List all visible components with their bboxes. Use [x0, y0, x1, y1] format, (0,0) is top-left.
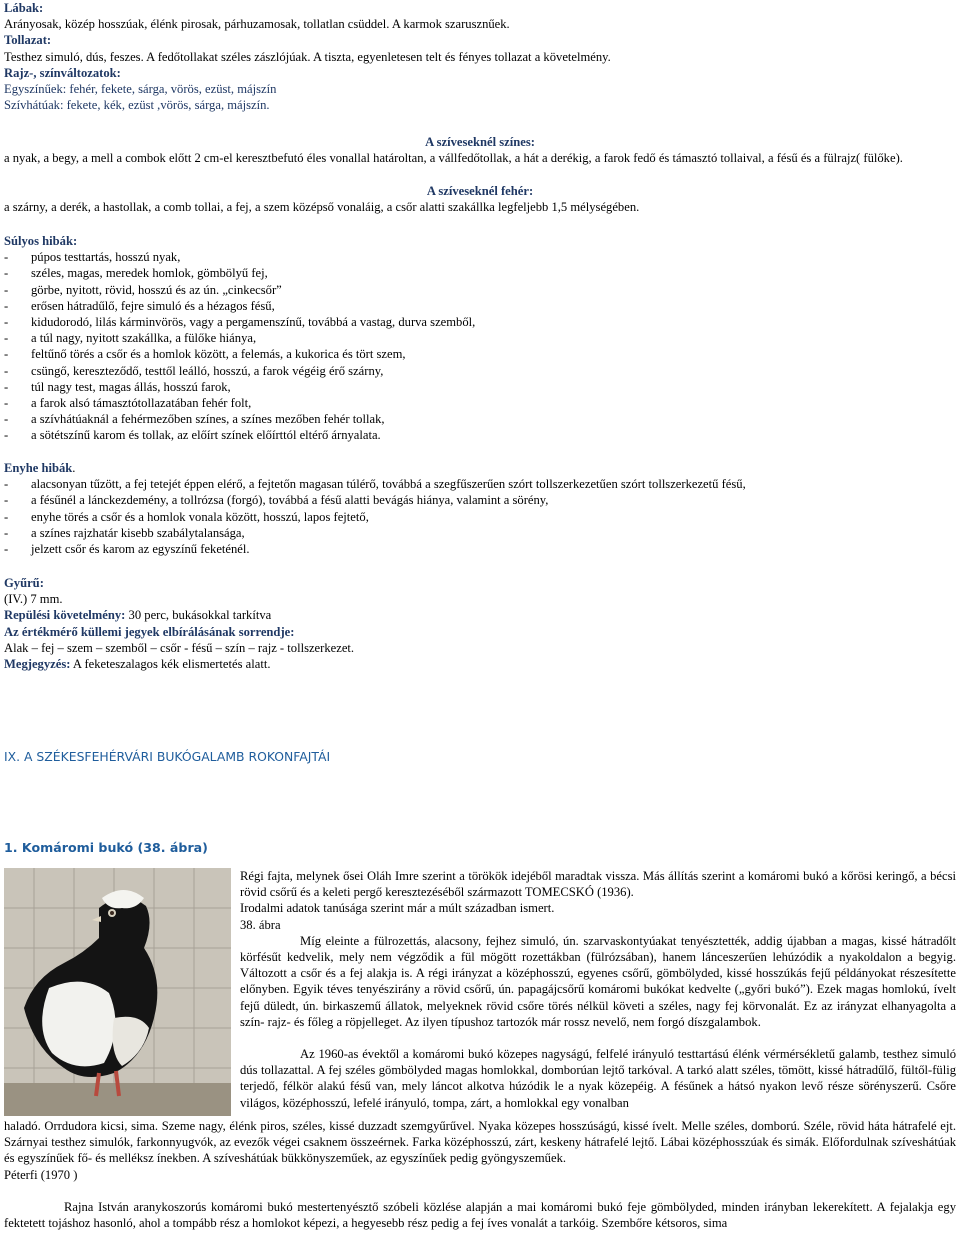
- list-dash: -: [4, 412, 9, 427]
- szines-section: [4, 134, 956, 166]
- list-dash: -: [4, 298, 9, 313]
- continuation-para: haladó. Orrdudora kicsi, sima. Szeme nagy, élénk piros, széles, kissé duzzadt szemgyűrűvel. Nyaka közepes hosszúságú, kissé ívelt. Melle széles, domború. Széle, rövid háta hátrafelé ejt. Szárnyai testhez simulók, farkonnyugvók, az evezők végei csaknem összeérnek. Farka középhosszú, zárt, keskeny hátrafelé lejtő. Lábai középhosszúak és simák. Előfordulnak szíveshátúak és egyszínűek fő- és melléksz ínekben. A szíveshátúak bükkönyszeműek, az egyszínűek pedig gyöngyszeműek.: [4, 1119, 956, 1166]
- enyhe-item: [4, 509, 956, 525]
- tollazat-text: Testhez simuló, dús, feszes. A fedőtollakat széles zászlójúak. A tiszta, egyenletesen telt és fényes tollazat a követelmény.: [4, 49, 611, 64]
- sorrend-text: Alak – fej – szem – szemből – csőr - fésű – szín – rajz - tollszerkezet.: [4, 640, 355, 655]
- sulyos-item: [4, 411, 956, 427]
- szines-text: a nyak, a begy, a mell a combok előtt 2 cm-el keresztbefutó éles vonallal határoltan, a vállfedőtollak, a hát a derékig, a farok fedő és támasztó tollaival, a fésű és a fülrajz( fülőke).: [4, 151, 903, 166]
- list-dash: -: [4, 250, 9, 265]
- rajz-heading: Rajz-, színváltozatok:: [4, 65, 121, 80]
- feher-text: a szárny, a derék, a hastollak, a comb tollai, a fej, a szem középső vonaláig, a csőr alatti szakállka legfeljebb 1,5 mélységében.: [4, 200, 640, 215]
- section-title: 1. Komáromi bukó (38. ábra): [4, 840, 208, 855]
- side-text: [240, 868, 956, 1111]
- gyuru-text: (IV.) 7 mm.: [4, 592, 63, 607]
- enyhe-hibak-section: [4, 460, 956, 557]
- sulyos-item: [4, 363, 956, 379]
- pigeon-photo: [4, 868, 231, 1116]
- list-dash: -: [4, 282, 9, 297]
- szines-heading: A szíveseknél színes:: [425, 135, 535, 149]
- sulyos-item: [4, 298, 956, 314]
- enyhe-item-text: jelzett csőr és karom az egyszínű feketénél.: [31, 542, 250, 557]
- list-dash: -: [4, 542, 9, 557]
- enyhe-heading: Enyhe hibák: [4, 461, 73, 475]
- list-dash: -: [4, 347, 9, 362]
- gyuru-section: [4, 575, 956, 672]
- sulyos-item: [4, 265, 956, 281]
- rajna-para: Rajna István aranykoszorús komáromi bukó mestertenyésztő szóbeli közlése alapján a mai komáromi bukó feje gömbölyded, minden irányban lekerekített. A fejalakja egy fektetett tojáshoz hasonló, ahol a tompább rész a homlokot képezi, a hegyesebb rész pedig a fej íves vonalát a tarkóig. Szembőre kétsoros, sima: [4, 1199, 956, 1231]
- sulyos-item: [4, 249, 956, 265]
- sulyos-list: [4, 249, 956, 443]
- list-dash: -: [4, 428, 9, 443]
- sulyos-item: [4, 314, 956, 330]
- labak-heading: Lábak:: [4, 1, 44, 15]
- sulyos-item-text: a farok alsó támasztótollazatában fehér folt,: [31, 396, 252, 411]
- sulyos-item-text: görbe, nyitott, rövid, hosszú és az ún. „cinkecsőr”: [31, 282, 282, 297]
- side-para-1: Régi fajta, melynek ősei Oláh Imre szerint a törökök idejéből maradtak vissza. Más állítás szerint a komáromi bukó a kőrösi keringő, a bécsi rövid csőrű és a keleti pergő keresztezéséből származott TOMECSKÓ (1936).: [240, 869, 956, 900]
- repules-heading: Repülési követelmény:: [4, 608, 126, 623]
- sulyos-item-text: csüngő, kereszteződő, testtől leálló, hosszú, a farok végéig érő szárny,: [31, 363, 384, 378]
- enyhe-item: [4, 492, 956, 508]
- enyhe-item: [4, 525, 956, 541]
- sulyos-hibak-section: [4, 233, 956, 444]
- breed-standard-top: [4, 0, 956, 113]
- enyhe-item-text: a színes rajzhatár kisebb szabálytalansága,: [31, 525, 245, 540]
- full-width-text: [4, 1118, 956, 1231]
- sulyos-item-text: erősen hátradűlő, fejre simuló és a hézagos fésű,: [31, 298, 275, 313]
- sulyos-item-text: feltűnő törés a csőr és a homlok között, a felemás, a kukorica és tört szem,: [31, 347, 406, 362]
- sorrend-heading: Az értékmérő küllemi jegyek elbírálásának sorrendje:: [4, 624, 295, 639]
- sulyos-item: [4, 379, 956, 395]
- sulyos-item: [4, 395, 956, 411]
- peterfi-ref: Péterfi (1970 ): [4, 1167, 78, 1182]
- sulyos-heading: Súlyos hibák:: [4, 234, 78, 248]
- figure-label: 38. ábra: [240, 917, 281, 932]
- sulyos-item-text: túl nagy test, magas állás, hosszú farok,: [31, 379, 231, 394]
- sulyos-item-text: púpos testtartás, hosszú nyak,: [31, 250, 181, 265]
- enyhe-list: [4, 476, 956, 557]
- tollazat-heading: Tollazat:: [4, 33, 52, 48]
- szivhatu-text: Szívhátúak: fekete, kék, ezüst ,vörös, sárga, májszín.: [4, 98, 270, 113]
- list-dash: -: [4, 379, 9, 394]
- enyhe-item-text: a fésűnél a lánckezdemény, a tollrózsa (forgó), továbbá a fésű alatti bevágás hiánya, valamint a sörény,: [31, 493, 549, 508]
- list-dash: -: [4, 331, 9, 346]
- side-para-3: Míg eleinte a fülrozettás, alacsony, fejhez simuló, ún. szarvaskontyúakat tenyésztették, addig újabban a magas, kissé hátradőlt körfésűt kedvelik, mely nem végződik a fül mögött rozettákban (fülrózsában), hanem lánceszerűen lehúzódik a nyakoldalon a begyig. Változott a csőr és a fej alakja is. A régi irányzat a középhosszú, egyenes csőrű, gömbölyded, kissé hosszúkás fejű példányokat részesítette előnyben. Egyik téves tenyészirány a rövid csőrű, ún. papagájcsőrű komáromi bukókat kedvelte („győri bukó”). Ezek magas homlokú, ívelt fejű düledt, ún. birkaszemű állatok, melyeknek rövid csőre törés nélkül követi a széles, nagy fej körvonalát. Ez az irányzat elhanyagolta a szín- rajz- és főleg a röpjelleget. Az ilyen típushoz tartozók már rossz nevelő, nem forgó díszgalambok.: [240, 933, 956, 1029]
- list-dash: -: [4, 315, 9, 330]
- list-dash: -: [4, 396, 9, 411]
- repules-text: 30 perc, bukásokkal tarkítva: [125, 608, 272, 623]
- sulyos-item-text: a szívhátúaknál a fehérmezőben színes, a színes mezőben fehér tollak,: [31, 412, 385, 427]
- sulyos-item-text: széles, magas, meredek homlok, gömbölyű fej,: [31, 266, 268, 281]
- enyhe-item-text: alacsonyan tűzött, a fej tetejét éppen elérő, a fejtetőn magasan túlérő, továbbá a szegfűszerűen szórt tollszerkezetűen szórt tollszerkezetű fésű,: [31, 477, 746, 492]
- pigeon-illustration: [4, 868, 231, 1116]
- list-dash: -: [4, 525, 9, 540]
- side-para-2: Irodalmi adatok tanúsága szerint már a múlt században ismert.: [240, 901, 555, 916]
- list-dash: -: [4, 477, 9, 492]
- sulyos-item-text: kidudorodó, lilás kárminvörös, vagy a pergamenszínű, továbbá a vastag, durva szemből,: [31, 315, 476, 330]
- list-dash: -: [4, 363, 9, 378]
- sulyos-item: [4, 330, 956, 346]
- chapter-title: IX. A SZÉKESFEHÉRVÁRI BUKÓGALAMB ROKONFAJTÁI: [4, 749, 331, 764]
- list-dash: -: [4, 509, 9, 524]
- sulyos-item-text: a túl nagy, nyitott szakállka, a fülőke hiánya,: [31, 331, 257, 346]
- megjegyzes-heading: Megjegyzés:: [4, 657, 71, 672]
- sulyos-item: [4, 282, 956, 298]
- enyhe-item: [4, 476, 956, 492]
- list-dash: -: [4, 493, 9, 508]
- feher-section: [4, 183, 956, 215]
- feher-heading: A szíveseknél fehér:: [426, 184, 534, 198]
- egyszinu-text: Egyszínűek: fehér, fekete, sárga, vörös, ezüst, májszín: [4, 82, 277, 97]
- enyhe-item: [4, 541, 956, 557]
- list-dash: -: [4, 266, 9, 281]
- side-para-4: Az 1960-as évektől a komáromi bukó közepes nagyságú, felfelé irányuló testtartású élénk vérmérsékletű galamb, testhez simuló dús tollazattal. A fej széles gömbölyded magas homlokkal, domborúan lejtő tarkóval. A tarkó alatt széles, tömött, kissé hátradűlő, fültől-fülig terjedő, félkör alakú fésű van, mely láncot alkotva húzódik le a nyak közepéig. A fésűnek a hátsó nyakon levő része sörényszerű. Csőre világos, középhosszú, lefelé irányuló, tompa, zárt, a homlokkal egy vonalban: [240, 1047, 956, 1110]
- gyuru-heading: Gyűrű:: [4, 576, 44, 590]
- sulyos-item: [4, 427, 956, 443]
- enyhe-item-text: enyhe törés a csőr és a homlok vonala között, hosszú, lapos fejtető,: [31, 509, 369, 524]
- sulyos-item-text: a sötétszínű karom és tollak, az előírt színek előírttól eltérő árnyalata.: [31, 428, 381, 443]
- sulyos-item: [4, 346, 956, 362]
- labak-text: Arányosak, közép hosszúak, élénk pirosak, párhuzamosak, tollatlan csüddel. A karmok szarusznűek.: [4, 17, 510, 32]
- megjegyzes-text: A feketeszalagos kék elismertetés alatt.: [70, 657, 271, 672]
- enyhe-dot: .: [72, 461, 76, 475]
